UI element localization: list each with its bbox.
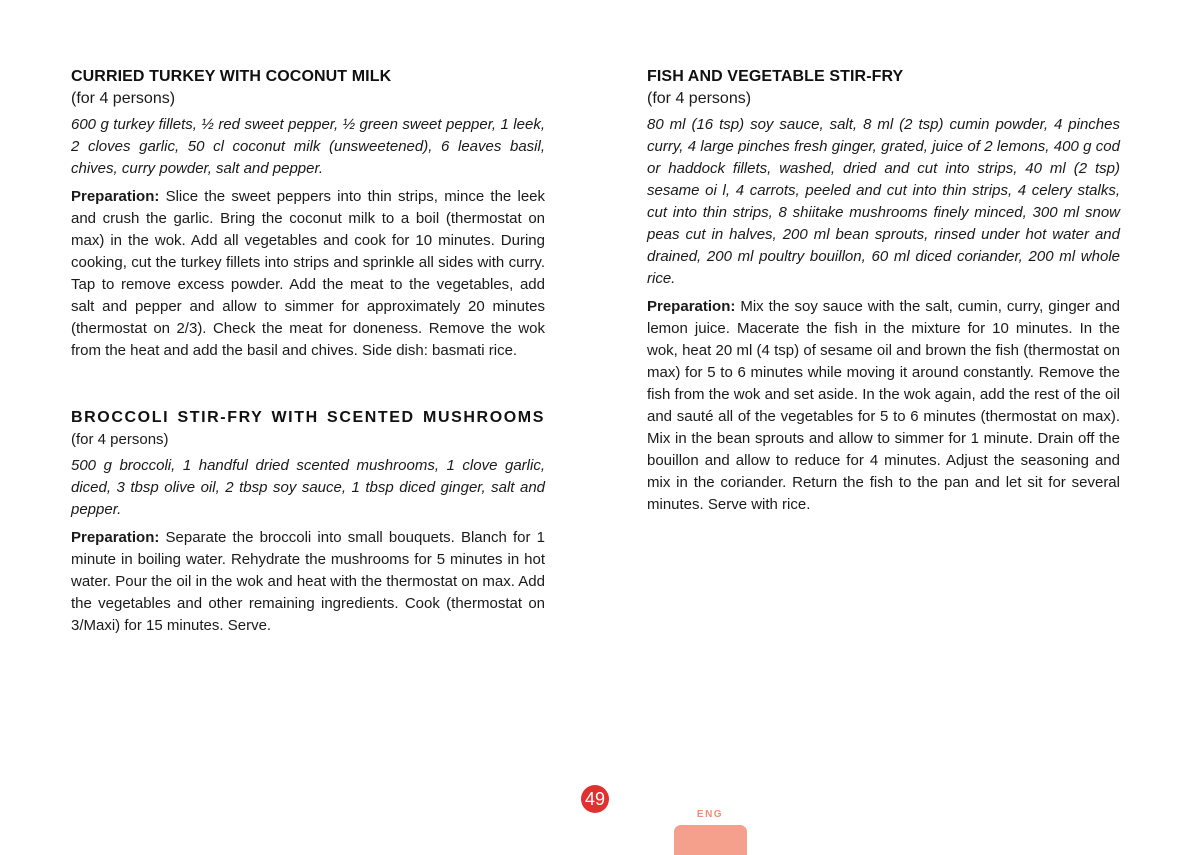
page-number-badge: 49 — [581, 785, 609, 813]
right-column — [647, 66, 1120, 516]
recipe-ingredients: 500 g broccoli, 1 handful dried scented mushrooms, 1 clove garlic, diced, 3 tbsp olive oil, 2 tbsp soy sauce, 1 tbsp diced ginger, salt and pepper. — [71, 457, 545, 518]
preparation-label: Preparation: — [647, 298, 736, 315]
language-label: ENG — [696, 809, 724, 820]
recipe-curried-turkey — [71, 66, 545, 362]
recipe-title: CURRIED TURKEY WITH COCONUT MILK — [71, 68, 392, 85]
recipe-serves: (for 4 persons) — [647, 90, 752, 107]
preparation-label: Preparation: — [71, 529, 160, 546]
recipe-ingredients: 80 ml (16 tsp) soy sauce, salt, 8 ml (2 tsp) cumin powder, 4 pinches curry, 4 large pinches fresh ginger, grated, juice of 2 lemons, 400 g cod or haddock fillets, washed, dried and cut into strips, 40 ml (2 tsp) sesame oi l, 4 carrots, peeled and cut into thin strips, 4 celery stalks, cut into thin strips, 8 shiitake mushrooms finely minced, 300 ml snow peas cut in halves, 200 ml bean sprouts, rinsed under hot water and drained, 200 ml poultry bouillon, 60 ml diced coriander, 200 ml whole rice. — [647, 116, 1120, 287]
preparation-label: Preparation: — [71, 188, 160, 205]
language-tab — [674, 825, 747, 855]
recipe-serves: (for 4 persons) — [71, 431, 169, 448]
recipe-title: BROCCOLI STIR-FRY WITH SCENTED MUSHROOMS — [71, 409, 545, 426]
preparation-text: Separate the broccoli into small bouquets. Blanch for 1 minute in boiling water. Rehydrate the mushrooms for 5 minutes in hot water. Pour the oil in the wok and heat with the thermostat on max. Add the vegetables and other remaining ingredients. Cook (thermostat on 3/Maxi) for 15 minutes. Serve. — [71, 529, 545, 634]
recipe-preparation — [71, 527, 545, 637]
recipe-title: FISH AND VEGETABLE STIR-FRY — [647, 68, 904, 85]
recipe-fish-vegetable-stir-fry — [647, 66, 1120, 516]
preparation-text: Slice the sweet peppers into thin strips, mince the leek and crush the garlic. Bring the coconut milk to a boil (thermostat on max) in the wok. Add all vegetables and cook for 10 minutes. During cooking, cut the turkey fillets into strips and sprinkle all sides with curry. Tap to remove excess powder. Add the meat to the vegetables, add salt and pepper and allow to simmer for approximately 20 minutes (thermostat on 2/3). Check the meat for doneness. Remove the wok from the heat and add the basil and chives. Side dish: basmati rice. — [71, 188, 545, 359]
recipe-preparation — [71, 186, 545, 362]
recipe-broccoli-stir-fry — [71, 407, 545, 637]
recipe-serves: (for 4 persons) — [71, 90, 176, 107]
preparation-text: Mix the soy sauce with the salt, cumin, curry, ginger and lemon juice. Macerate the fish in the mixture for 10 minutes. In the wok, heat 20 ml (4 tsp) of sesame oil and brown the fish (thermostat on max) for 5 to 6 minutes while moving it around constantly. Remove the fish from the wok and set aside. In the wok again, add the rest of the oil and sauté all of the vegetables for 5 to 6 minutes (thermostat on max). Mix in the bean sprouts and allow to simmer for 1 minute. Drain off the bouillon and allow to reduce for 4 minutes. Adjust the seasoning and mix in the coriander. Return the fish to the pan and let sit for several minutes. Serve with rice. — [647, 298, 1120, 513]
recipe-ingredients: 600 g turkey fillets, ½ red sweet pepper, ½ green sweet pepper, 1 leek, 2 cloves garlic, 50 cl coconut milk (unsweetened), 6 leaves basil, chives, curry powder, salt and pepper. — [71, 116, 545, 177]
recipe-preparation — [647, 296, 1120, 516]
left-column — [71, 66, 545, 637]
